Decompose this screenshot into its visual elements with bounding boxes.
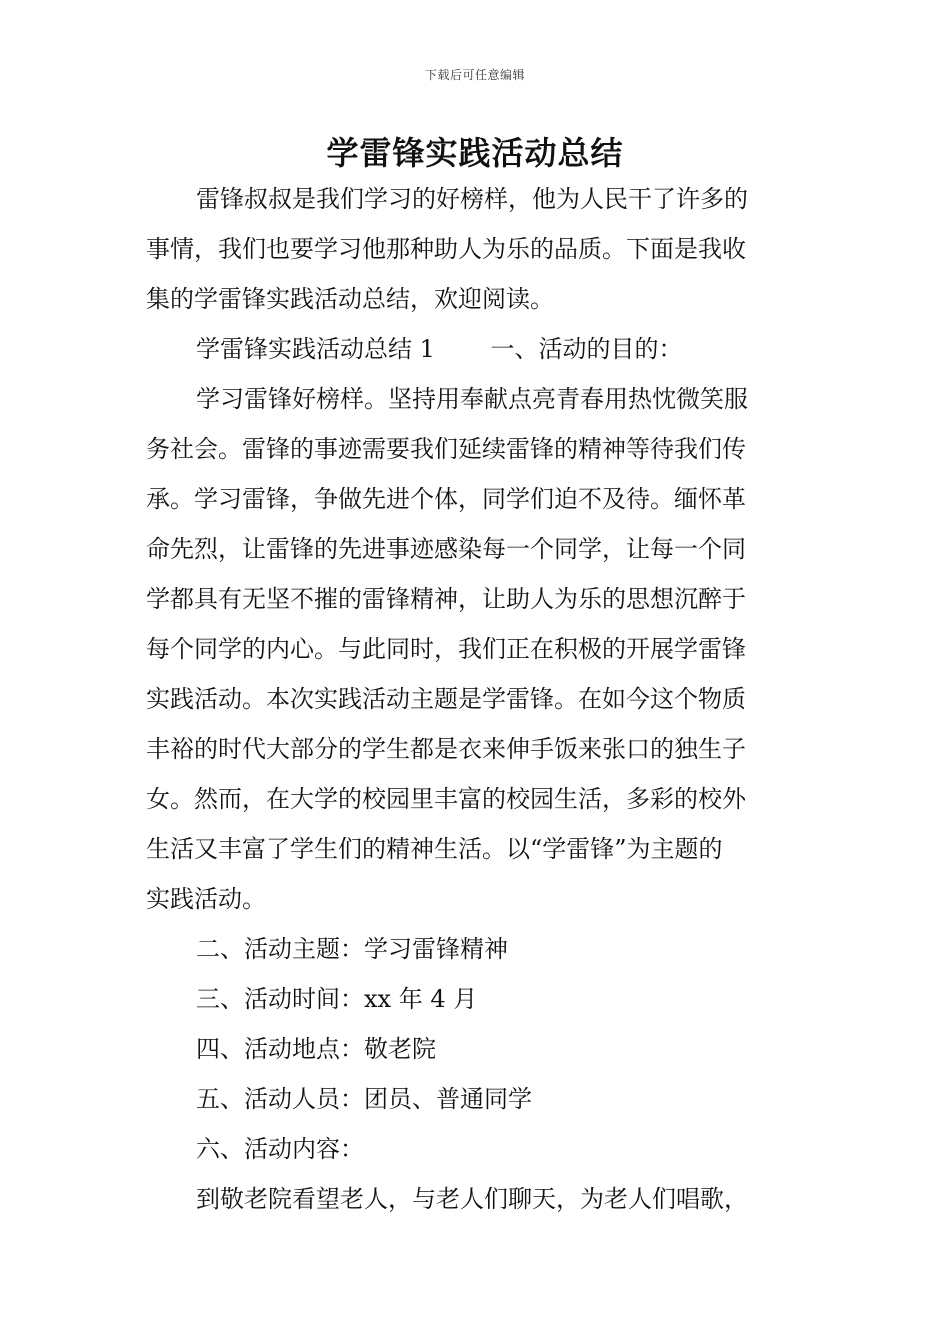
text-line: 三、活动时间：xx 年 4 月 [196,985,478,1013]
text-line: 二、活动主题：学习雷锋精神 [196,935,508,963]
text-line: 四、活动地点：敬老院 [196,1035,436,1063]
text-line: 承。学习雷锋，争做先进个体，同学们迫不及待。缅怀革 [146,485,746,513]
text-line: 学雷锋实践活动总结 1 一、活动的目的： [196,335,683,363]
text-line: 集的学雷锋实践活动总结，欢迎阅读。 [146,285,554,313]
text-line: 到敬老院看望老人，与老人们聊天，为老人们唱歌， [196,1185,748,1213]
text-line: 女。然而，在大学的校园里丰富的校园生活，多彩的校外 [146,785,746,813]
text-line: 五、活动人员：团员、普通同学 [196,1085,532,1113]
document-title: 学雷锋实践活动总结 [326,134,624,172]
text-line: 学习雷锋好榜样。坚持用奉献点亮青春用热忱微笑服 [196,385,748,413]
text-line: 每个同学的内心。与此同时，我们正在积极的开展学雷锋 [146,635,746,663]
page-header-note: 下载后可任意编辑 [424,68,525,82]
text-line: 六、活动内容： [196,1135,364,1163]
text-line: 事情，我们也要学习他那种助人为乐的品质。下面是我收 [146,235,746,263]
text-line: 命先烈，让雷锋的先进事迹感染每一个同学，让每一个同 [146,535,746,563]
text-line: 学都具有无坚不摧的雷锋精神，让助人为乐的思想沉醉于 [146,585,746,613]
text-line: 实践活动。 [146,885,266,913]
text-line: 实践活动。本次实践活动主题是学雷锋。在如今这个物质 [146,685,746,713]
text-line: 雷锋叔叔是我们学习的好榜样，他为人民干了许多的 [196,185,748,213]
text-line: 务社会。雷锋的事迹需要我们延续雷锋的精神等待我们传 [146,435,746,463]
text-line: 生活又丰富了学生们的精神生活。以“学雷锋”为主题的 [146,835,723,863]
text-line: 丰裕的时代大部分的学生都是衣来伸手饭来张口的独生子 [146,735,746,763]
